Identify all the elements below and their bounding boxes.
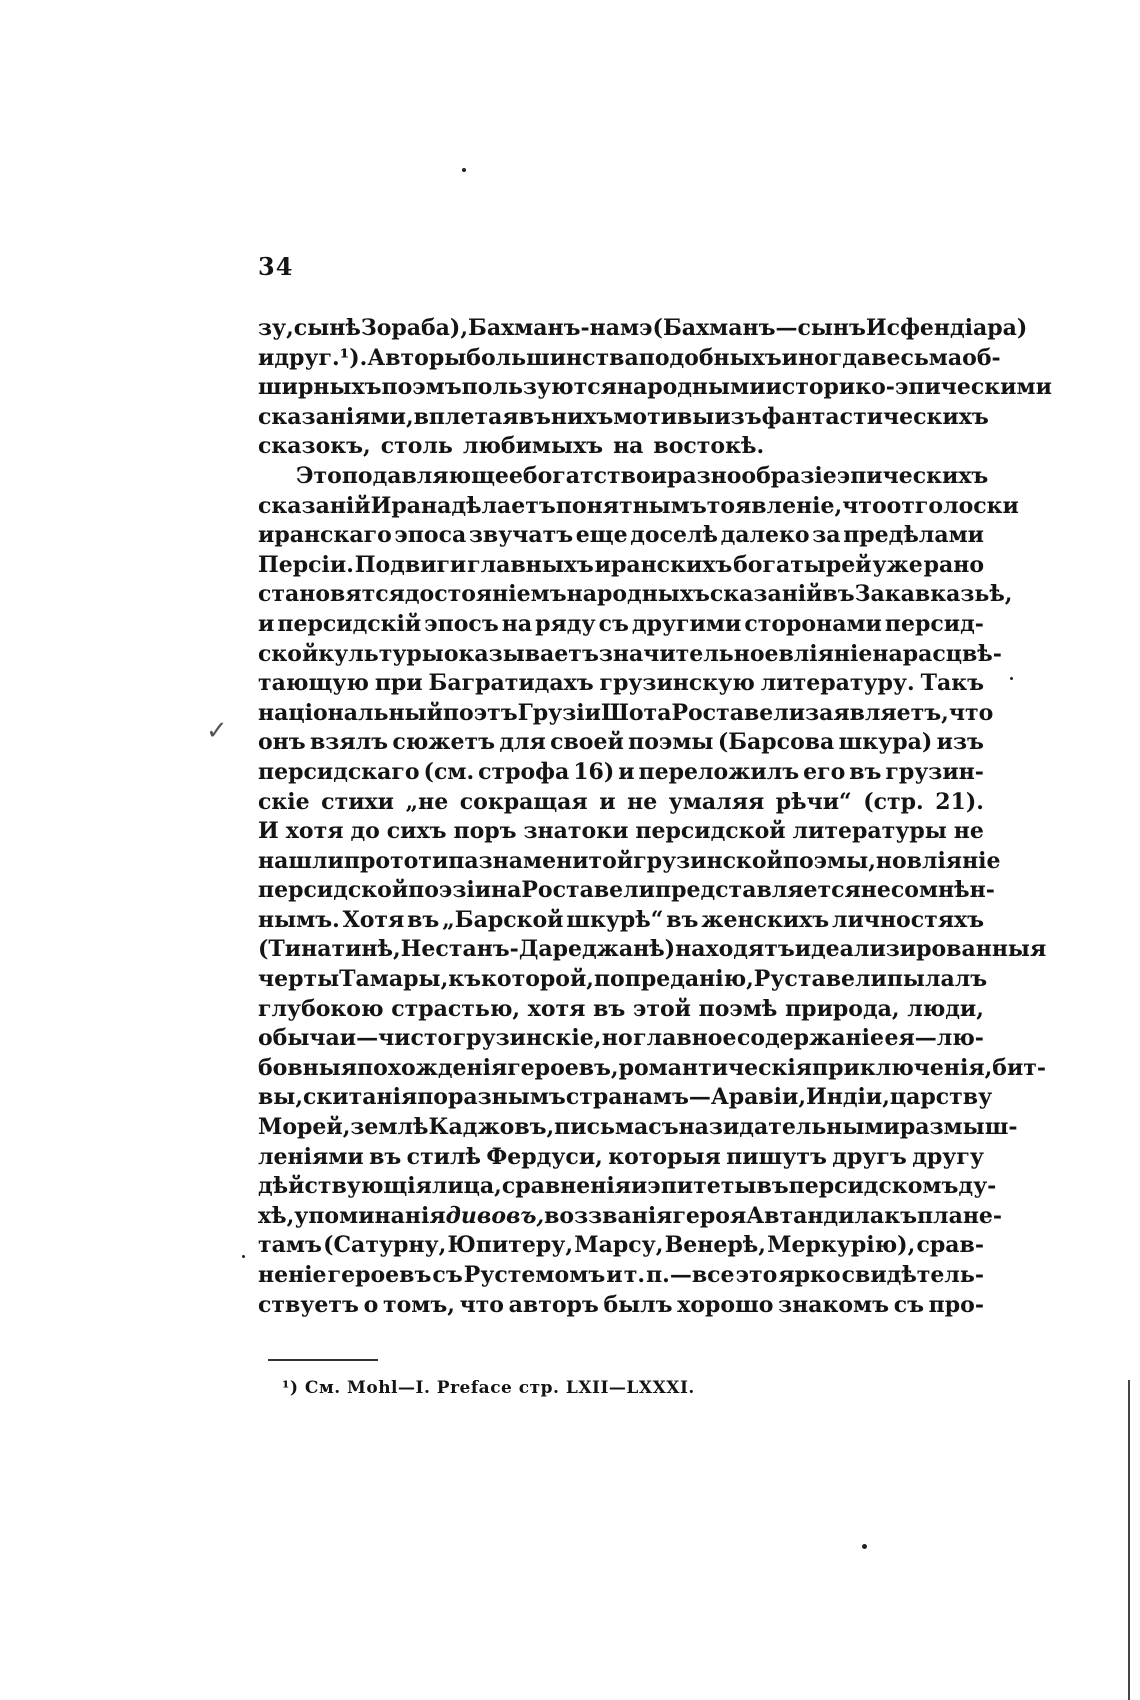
text-line <box>258 965 988 995</box>
word: изъ <box>936 729 984 756</box>
ink-speck <box>462 168 466 172</box>
word: до <box>350 818 380 845</box>
text-line <box>258 403 989 433</box>
word: идеализированныя <box>794 936 1047 963</box>
word: Такъ <box>920 670 984 697</box>
word: рано <box>923 551 984 578</box>
word: хѣ, <box>258 1202 295 1229</box>
word: природа, <box>785 995 900 1022</box>
word: землѣ <box>350 1114 429 1141</box>
word: и <box>258 610 275 637</box>
word: приключенія, <box>812 1054 993 1081</box>
word: нашли <box>258 847 344 874</box>
word: несомнѣн- <box>860 877 995 904</box>
word: и <box>650 462 667 489</box>
word: представляется <box>655 877 861 904</box>
word: женскихъ <box>701 906 830 933</box>
word: но <box>875 847 907 874</box>
word: скитанія <box>303 1084 418 1111</box>
word: бит- <box>992 1054 1047 1081</box>
text-line <box>258 788 984 818</box>
word: на <box>872 640 903 667</box>
word: Хотя <box>342 906 405 933</box>
ink-speck <box>1010 677 1013 680</box>
word: но <box>601 1025 633 1052</box>
word: эпическихъ <box>836 462 989 489</box>
word: ствуетъ <box>258 1291 359 1318</box>
word: доселѣ <box>630 522 718 549</box>
word: востокѣ. <box>653 433 765 460</box>
word: вліяніе <box>906 847 1001 874</box>
word: дивовъ, <box>445 1202 545 1229</box>
text-line <box>258 995 984 1025</box>
word: „не <box>405 788 449 815</box>
word: въ <box>518 403 551 430</box>
word: тающую <box>258 670 369 697</box>
word: другими <box>631 610 742 637</box>
footnote-divider <box>268 1359 378 1361</box>
word: и <box>258 344 275 371</box>
text-line <box>258 876 995 906</box>
word: нихъ <box>550 403 614 430</box>
word: съ <box>893 1291 924 1318</box>
word: ея—лю- <box>884 1025 984 1052</box>
word: Морей, <box>258 1114 351 1141</box>
word: въ <box>849 758 882 785</box>
word: бовныя <box>258 1054 358 1081</box>
page-number: 34 <box>258 252 294 281</box>
word: о <box>363 1291 379 1318</box>
word: Авторы <box>367 344 467 371</box>
text-line <box>258 728 984 758</box>
word: похожденія <box>357 1054 508 1081</box>
word: (стр. <box>863 788 924 815</box>
word: уже <box>872 551 923 578</box>
word: своей <box>550 729 624 756</box>
word: (Бахманъ—сынъ <box>652 315 866 341</box>
text-line <box>258 817 984 847</box>
word: зу, <box>258 315 294 341</box>
word: поэмы, <box>782 847 876 874</box>
word: Каджовъ, <box>428 1114 555 1141</box>
word: ярко <box>778 1262 841 1288</box>
word: героевъ <box>327 1262 432 1288</box>
word: сказаній <box>258 492 371 519</box>
word: иранскаго <box>258 522 392 549</box>
word: томъ, <box>382 1291 455 1318</box>
word: и <box>606 1262 623 1288</box>
page-edge-shadow <box>1128 1380 1130 1700</box>
word: понятнымъ <box>555 492 707 519</box>
word: „Барской <box>442 906 564 933</box>
word: знатоки <box>523 818 629 845</box>
word: обычаи—чисто <box>258 1025 453 1052</box>
word: содержаніе <box>736 1025 884 1052</box>
word: Автандила <box>746 1202 885 1229</box>
word: люди, <box>907 995 984 1022</box>
word: отголоски <box>886 492 1019 519</box>
word: неніе <box>258 1262 327 1288</box>
word: былъ <box>603 1291 673 1318</box>
word: Венерѣ, <box>664 1232 766 1259</box>
word: ской <box>258 640 319 667</box>
word: по <box>417 1084 448 1111</box>
word: звучатъ <box>468 522 574 549</box>
word: упоминанія <box>294 1202 446 1229</box>
word: хотя <box>285 818 344 845</box>
word: стилѣ <box>406 1143 481 1170</box>
word: воззванія <box>544 1202 673 1229</box>
word: черты <box>258 966 340 993</box>
word: пишутъ <box>726 1143 827 1170</box>
word: шкура) <box>838 729 933 756</box>
word: поэмѣ <box>698 995 778 1022</box>
word: съ <box>432 1262 463 1288</box>
word: пылалъ <box>886 966 988 993</box>
word: сравненія <box>501 1173 631 1200</box>
ink-speck <box>862 1544 867 1549</box>
text-line <box>258 699 994 729</box>
word: подобныхъ <box>638 344 782 371</box>
word: тамъ <box>258 1232 322 1259</box>
word: размыш- <box>899 1114 1018 1141</box>
word: въ <box>407 906 440 933</box>
word: поръ <box>453 818 517 845</box>
word: на <box>613 433 644 460</box>
word: Индіи, <box>806 1084 890 1111</box>
word: (Сатурну, <box>323 1232 447 1259</box>
word: вы, <box>258 1084 303 1111</box>
word: поэмы <box>628 729 714 756</box>
word: въ <box>822 581 855 608</box>
word: взялъ <box>310 729 388 756</box>
word: Меркурію), <box>767 1232 916 1259</box>
text-line <box>258 1113 1018 1143</box>
word: ду- <box>958 1173 997 1200</box>
word: Исфендіара) <box>865 315 1028 341</box>
word: про- <box>928 1291 984 1318</box>
word: строфа <box>478 758 570 785</box>
word: за <box>812 522 841 549</box>
word: культуры <box>318 640 444 667</box>
text-line <box>258 580 1013 610</box>
word: въ <box>756 1173 789 1200</box>
word: плане- <box>916 1202 1003 1229</box>
word: которыя <box>608 1143 721 1170</box>
word: 16) <box>573 758 615 785</box>
margin-check-mark: ✓ <box>206 716 228 746</box>
word: съ <box>598 610 629 637</box>
word: прототипа <box>343 847 479 874</box>
word: вліяніе <box>778 640 873 667</box>
word: для <box>499 729 546 756</box>
word: что <box>948 699 994 726</box>
word: грузинскіе, <box>452 1025 602 1052</box>
word: ряду <box>535 610 596 637</box>
word: и <box>618 758 635 785</box>
word: къ <box>884 1202 917 1229</box>
word: Закавказьѣ, <box>854 581 1013 608</box>
word: національный <box>258 699 443 726</box>
word: личностяхъ <box>832 906 984 933</box>
word: его <box>803 758 846 785</box>
text-line <box>258 314 1028 344</box>
word: народныхъ <box>566 581 710 608</box>
word: друг. <box>274 344 340 371</box>
word: сторонами <box>744 610 882 637</box>
text-line <box>258 1054 1047 1084</box>
word: оказываетъ <box>443 640 599 667</box>
text-line <box>258 758 984 788</box>
word: Роставели <box>671 699 806 726</box>
word: другу <box>912 1143 984 1170</box>
word: большинства <box>466 344 639 371</box>
word: грузинской <box>633 847 783 874</box>
word: персид- <box>884 610 984 637</box>
word: ¹). <box>339 344 368 371</box>
text-line <box>258 1231 984 1261</box>
word: сказаній <box>709 581 823 608</box>
word: которой, <box>481 966 594 993</box>
word: на <box>491 877 522 904</box>
word: переложилъ <box>638 758 800 785</box>
word: сокращая <box>459 788 588 815</box>
word: шкурѣ“ <box>566 906 664 933</box>
word: это <box>735 1262 778 1288</box>
text-line <box>258 521 984 551</box>
word: письма <box>554 1114 649 1141</box>
word: сихъ <box>386 818 447 845</box>
word: срав- <box>916 1232 984 1259</box>
word: ширныхъ <box>258 374 382 401</box>
word: далеко <box>720 522 810 549</box>
text-line <box>258 1202 1003 1232</box>
word: что <box>459 1291 504 1318</box>
text-line <box>258 847 1001 877</box>
word: этой <box>632 995 691 1022</box>
word: нымъ. <box>258 906 340 933</box>
word: знаменитой <box>478 847 634 874</box>
word: Ирана <box>370 492 452 519</box>
word: грузин- <box>885 758 984 785</box>
word: явленіе, <box>735 492 843 519</box>
word: и <box>630 1173 648 1200</box>
word: поэзіи <box>408 877 492 904</box>
word: героя <box>672 1202 747 1229</box>
word: Рустемомъ <box>463 1262 606 1288</box>
word: и <box>599 788 616 815</box>
word: царству <box>889 1084 993 1111</box>
word: хорошо <box>677 1291 774 1318</box>
word: иногда <box>781 344 872 371</box>
text-line <box>258 1172 997 1202</box>
word: къ <box>448 966 482 993</box>
word: (Тинатинѣ, <box>258 936 401 963</box>
word: въ <box>593 995 626 1022</box>
word: вплетая <box>413 403 519 430</box>
word: персидской <box>258 877 409 904</box>
word: Юпитеру, <box>447 1232 574 1259</box>
word: об- <box>962 344 1001 371</box>
word: въ <box>369 1143 402 1170</box>
word: Шота <box>600 699 672 726</box>
text-line <box>258 935 1047 965</box>
word: поэмъ <box>381 374 462 401</box>
word: заявляетъ, <box>805 699 949 726</box>
body-text <box>258 314 1052 1320</box>
text-line <box>258 640 1002 670</box>
word: эпитеты <box>647 1173 757 1200</box>
word: по <box>593 966 625 993</box>
word: свидѣтель- <box>841 1262 984 1288</box>
word: находятъ <box>675 936 795 963</box>
word: (см. <box>423 758 475 785</box>
word: пользуются <box>461 374 617 401</box>
word: романтическія <box>618 1054 813 1081</box>
word: главныхъ <box>467 551 594 578</box>
word: хотя <box>527 995 586 1022</box>
word: богатство <box>522 462 651 489</box>
word: мотивы <box>613 403 715 430</box>
word: то <box>706 492 736 519</box>
word: леніями <box>258 1143 364 1170</box>
word: онъ <box>258 729 306 756</box>
word: т. <box>623 1262 645 1288</box>
text-line <box>258 1143 984 1173</box>
word: дѣйствующія <box>258 1173 432 1200</box>
word: Зораба), <box>360 315 469 341</box>
word: знакомъ <box>778 1291 890 1318</box>
word: разнымъ <box>447 1084 566 1111</box>
word: изъ <box>714 403 762 430</box>
footnote: ¹) См. Mohl—I. Preface стр. LXII—LXXXI. <box>282 1378 695 1398</box>
word: Нестанъ-Дареджанѣ) <box>400 936 676 963</box>
word: фантастическихъ <box>761 403 989 430</box>
word: И <box>258 818 279 845</box>
word: авторъ <box>508 1291 599 1318</box>
word: Подвиги <box>354 551 467 578</box>
word: персидскомъ <box>788 1173 959 1200</box>
text-line <box>258 344 1001 374</box>
word: Это <box>296 462 342 489</box>
text-line <box>258 1024 984 1054</box>
text-line <box>258 492 1019 522</box>
word: глубокою <box>258 995 384 1022</box>
word: преданію, <box>624 966 754 993</box>
word: героевъ, <box>507 1054 619 1081</box>
word: умаляя <box>668 788 765 815</box>
word: страстью, <box>391 995 521 1022</box>
word: персидской <box>635 818 786 845</box>
word: Тамары, <box>339 966 449 993</box>
word: значительное <box>598 640 779 667</box>
word: Персіи. <box>258 551 354 578</box>
word: (Барсова <box>717 729 835 756</box>
word: другъ <box>832 1143 907 1170</box>
word: эпоса <box>394 522 467 549</box>
text-line <box>258 551 984 581</box>
word: не <box>627 788 658 815</box>
word: сказаніями, <box>258 403 414 430</box>
word: любимыхъ <box>462 433 604 460</box>
word: при <box>374 670 423 697</box>
word: сюжетъ <box>392 729 495 756</box>
word: не <box>953 818 984 845</box>
word: главное <box>633 1025 737 1052</box>
word: разнообразіе <box>666 462 837 489</box>
word: Фердуси, <box>486 1143 603 1170</box>
word: расцвѣ- <box>902 640 1002 667</box>
word: стихи <box>321 788 394 815</box>
text-line <box>258 462 989 492</box>
text-line <box>258 373 1052 403</box>
word: на <box>501 610 533 637</box>
word: дѣлаетъ <box>451 492 556 519</box>
word: персидскій <box>277 610 422 637</box>
word: 21). <box>935 788 984 815</box>
word: съ <box>648 1114 679 1141</box>
word: эпосъ <box>424 610 499 637</box>
word: иранскихъ <box>594 551 733 578</box>
word: персидскаго <box>258 758 420 785</box>
word: литературы <box>792 818 947 845</box>
word: назидательными <box>678 1114 900 1141</box>
word: странамъ—Аравіи, <box>565 1084 806 1111</box>
text-line <box>258 1083 993 1113</box>
word: подавляющее <box>341 462 523 489</box>
word: становятся <box>258 581 405 608</box>
ink-speck <box>242 1255 245 1258</box>
text-line <box>258 1291 984 1321</box>
word: достояніемъ <box>404 581 567 608</box>
word: п.—все <box>646 1262 735 1288</box>
word: Роставели <box>521 877 656 904</box>
word: Грузіи <box>517 699 601 726</box>
word: весьма <box>871 344 963 371</box>
word: лица, <box>431 1173 502 1200</box>
text-line <box>258 610 984 640</box>
word: предѣлами <box>843 522 984 549</box>
word: сынѣ <box>293 315 361 341</box>
word: народными <box>616 374 766 401</box>
word: литературу. <box>760 670 915 697</box>
word: рѣчи“ <box>775 788 852 815</box>
word: столь <box>380 433 453 460</box>
word: грузинскую <box>599 670 755 697</box>
word: Багратидахъ <box>428 670 594 697</box>
word: Бахманъ-намэ <box>468 315 653 341</box>
word: въ <box>666 906 699 933</box>
word: сказокъ, <box>258 433 371 460</box>
word: Марсу, <box>574 1232 664 1259</box>
text-line <box>258 432 984 462</box>
word: Руставели <box>753 966 887 993</box>
word: что <box>842 492 887 519</box>
word: скіе <box>258 788 310 815</box>
word: поэтъ <box>442 699 518 726</box>
word: богатырей <box>733 551 872 578</box>
word: еще <box>575 522 628 549</box>
word: историко-эпическими <box>765 374 1052 401</box>
text-line <box>258 906 984 936</box>
text-line <box>258 669 984 699</box>
text-line <box>258 1261 984 1291</box>
